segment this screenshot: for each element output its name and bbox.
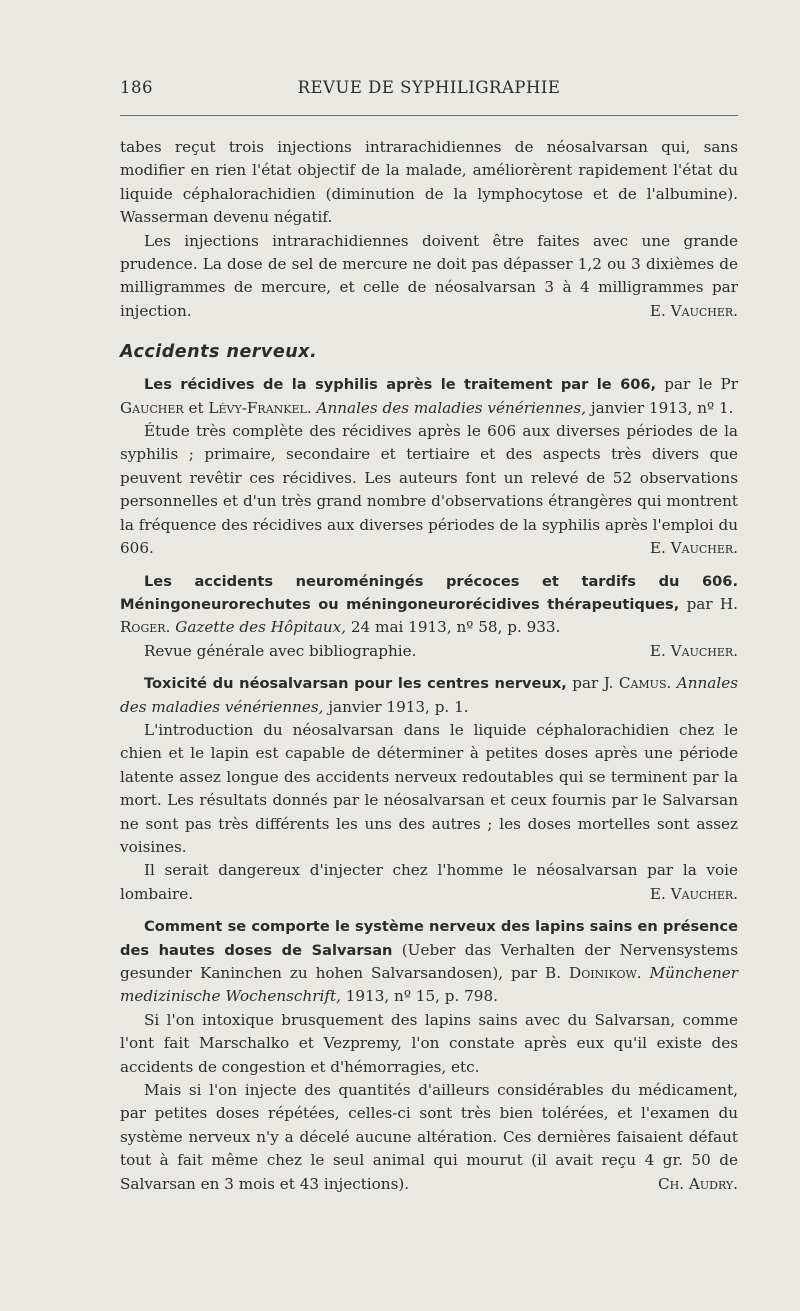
journal-name: Münchener medizinische Wochenschrift, [120,964,739,1006]
section-heading: Accidents nerveux. [120,342,318,363]
signature: E. Vaucher. [649,884,738,903]
header-rule [120,115,738,116]
signature: Ch. Audry. [658,1174,738,1193]
reference-text: 24 mai 1913, nº 58, p. 933. [346,618,561,637]
reference-text: . [666,674,677,693]
article-title: Les accidents neuroméningés précoces et tardifs du 606. Méningoneurorechutes ou méningoneurorécidives thérapeutiques, [120,572,738,613]
running-header [120,78,738,100]
article-body: Si l'on intoxique brusquement des lapins sains avec du Salvarsan, comme l'ont fait Marschalko et Vezpremy, l'on constate après eux qu'il existe des accidents de congestion et d'hémorragies, etc. [120,1010,738,1076]
reference-text: . [165,618,176,637]
reference-text: (Ueber das Verhalten der Nervensystems gesunder Kaninchen zu hohen Salvarsandosen), par B. [120,940,738,982]
page-number: 186 [120,78,153,97]
author-name: Roger [120,618,166,637]
reference-text: janvier 1913, nº 1. [586,398,734,417]
paragraph-text: Étude très complète des récidives après le 606 aux diverses périodes de la syphilis ; primaire, secondaire et tertiaire et des aspects très divers que peuvent revêtir ces récidives. Les auteurs font un relevé de 52 observations personnelles et d'un très grand nombre d'observations étrangères qui montrent la fréquence des récidives aux diverses périodes de la syphilis après l'emploi du 606. [120,422,738,558]
author-name: Doinikow [569,964,637,982]
reference-text: janvier 1913, p. 1. [323,697,469,716]
article-body: L'introduction du néosalvarsan dans le liquide céphalorachidien chez le chien et le lapin est capable de déterminer à petites doses après une période latente assez longue des accidents nerveux redoutables qui se terminent par la mort. Les résultats donnés par le néosalvarsan et ceux fournis par le Salvarsan ne sont pas très différents les uns des autres ; les doses mortelles sont assez voisines. [120,720,738,856]
author-name: Lévy-Frankel [208,398,307,417]
reference-text: 1913, nº 15, p. 798. [340,987,498,1006]
article-title: Les récidives de la syphilis après le traitement par le 606, [144,376,657,394]
article-heading [120,672,738,719]
article-body [120,859,738,906]
signature: E. Vaucher. [649,301,738,320]
journal-name: Annales des maladies vénériennes, [316,398,587,417]
reference-text: par le Pr [656,375,738,394]
main-text [120,136,738,1196]
paragraph-text: Les injections intrarachidiennes doivent être faites avec une grande prudence. La dose de sel de mercure ne doit pas dépasser 1,2 ou 3 dixièmes de milligrammes de mercure, et celle de néosalvarsan 3 à 4 milligrammes par injection. [120,231,738,320]
reference-text: . [306,398,317,417]
paragraph-continuation: tabes reçut trois injections intrarachidiennes de néosalvarsan qui, sans modifier en rien l'état objectif de la malade, améliorèrent rapidement l'état du liquide céphalorachidien (diminution de la lymphocytose et de l'albumine). Wasserman devenu négatif. [120,138,738,227]
article-title: Toxicité du néosalvarsan pour les centres nerveux, [144,675,567,693]
paragraph-injections [120,230,738,324]
journal-name: Gazette des Hôpitaux, [175,618,347,637]
article-heading [120,915,738,1009]
signature: E. Vaucher. [649,641,738,660]
article-heading [120,373,738,420]
reference-text: et [183,398,209,417]
reference-text: par H. [679,594,738,613]
signature: E. Vaucher. [649,539,738,558]
article-body [120,1079,738,1196]
author-name: Camus [618,674,667,693]
journal-title: REVUE DE SYPHILIGRAPHIE [297,78,561,97]
paragraph-text: Mais si l'on injecte des quantités d'ailleurs considérables du médicament, par petites doses répétées, celles-ci sont très bien tolérées, et l'examen du système nerveux n'y a décelé aucune altération. Ces dernières faisaient défaut tout à fait même chez le seul animal qui mourut (il avait reçu 4 gr. 50 de Salvarsan en 3 mois et 43 injections). [120,1081,738,1193]
journal-name: Annales des maladies vénériennes, [120,674,738,716]
reference-text: par J. [566,674,619,693]
article-title: Comment se comporte le système nerveux des lapins sains en présence des hautes doses de Salvarsan [120,918,738,959]
paragraph-text: Il serait dangereux d'injecter chez l'homme le néosalvarsan par la voie lombaire. [120,861,738,903]
reference-text: . [636,964,650,982]
article-body [120,420,738,560]
article-body [120,640,738,663]
article-heading [120,570,738,640]
paragraph-text: Revue générale avec bibliographie. [144,641,417,660]
author-name: Gaucher [120,398,184,417]
